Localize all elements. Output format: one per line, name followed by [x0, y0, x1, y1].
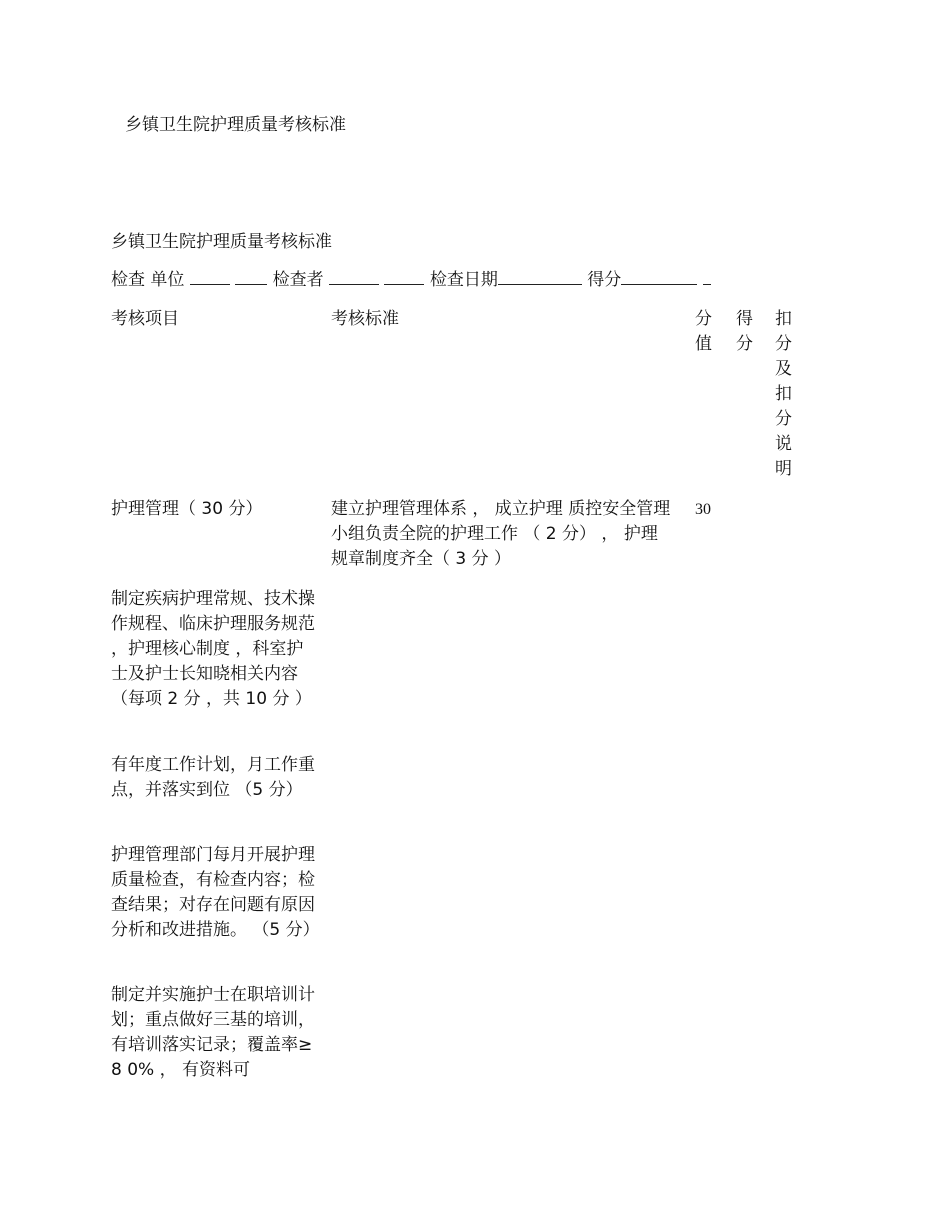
score-blank-tail [703, 268, 711, 285]
row1-standard: 建立护理管理体系 ， 成立护理 质控安全管理小组负责全院的护理工作 （ 2 分） ， 护理规章制度齐全（ 3 分 ） [331, 499, 671, 569]
header-title: 乡镇卫生院护理质量考核标准 [125, 115, 346, 135]
criterion-2: 有年度工作计划，月工作重点，并落实到位 （5 分） [111, 755, 315, 800]
row1-points: 30 [695, 501, 711, 518]
info-line [111, 268, 711, 293]
date-label: 检查日期 [429, 270, 498, 290]
date-blank [498, 268, 582, 285]
unit-blank-1 [190, 268, 230, 285]
inspector-label: 检查者 [272, 270, 324, 290]
header-deduction: 扣分及扣分说明 [775, 309, 792, 479]
document-title: 乡镇卫生院护理质量考核标准 [111, 232, 332, 252]
header-standard: 考核标准 [331, 309, 399, 329]
score-blank [621, 268, 697, 285]
criterion-4: 制定并实施护士在职培训计划；重点做好三基的培训，有培训落实记录；覆盖率≥ 8 0% ， 有资料可 [111, 985, 315, 1080]
row1-item: 护理管理（ 30 分） [111, 499, 263, 519]
inspector-blank-1 [329, 268, 379, 285]
score-label: 得分 [587, 270, 622, 290]
header-item: 考核项目 [111, 309, 179, 329]
criterion-3: 护理管理部门每月开展护理质量检查，有检查内容；检查结果；对存在问题有原因分析和改进措施。 （5 分） [111, 845, 320, 940]
header-got-score: 得分 [736, 309, 753, 354]
unit-label: 检查 单位 [111, 270, 185, 290]
criterion-1: 制定疾病护理常规、技术操作规程、临床护理服务规范 ，护理核心制度 ，科室护士及护士长知晓相关内容 （每项 2 分 ，共 10 分 ） [111, 589, 315, 709]
header-points: 分值 [695, 309, 712, 354]
inspector-blank-2 [384, 268, 424, 285]
unit-blank-2 [235, 268, 267, 285]
